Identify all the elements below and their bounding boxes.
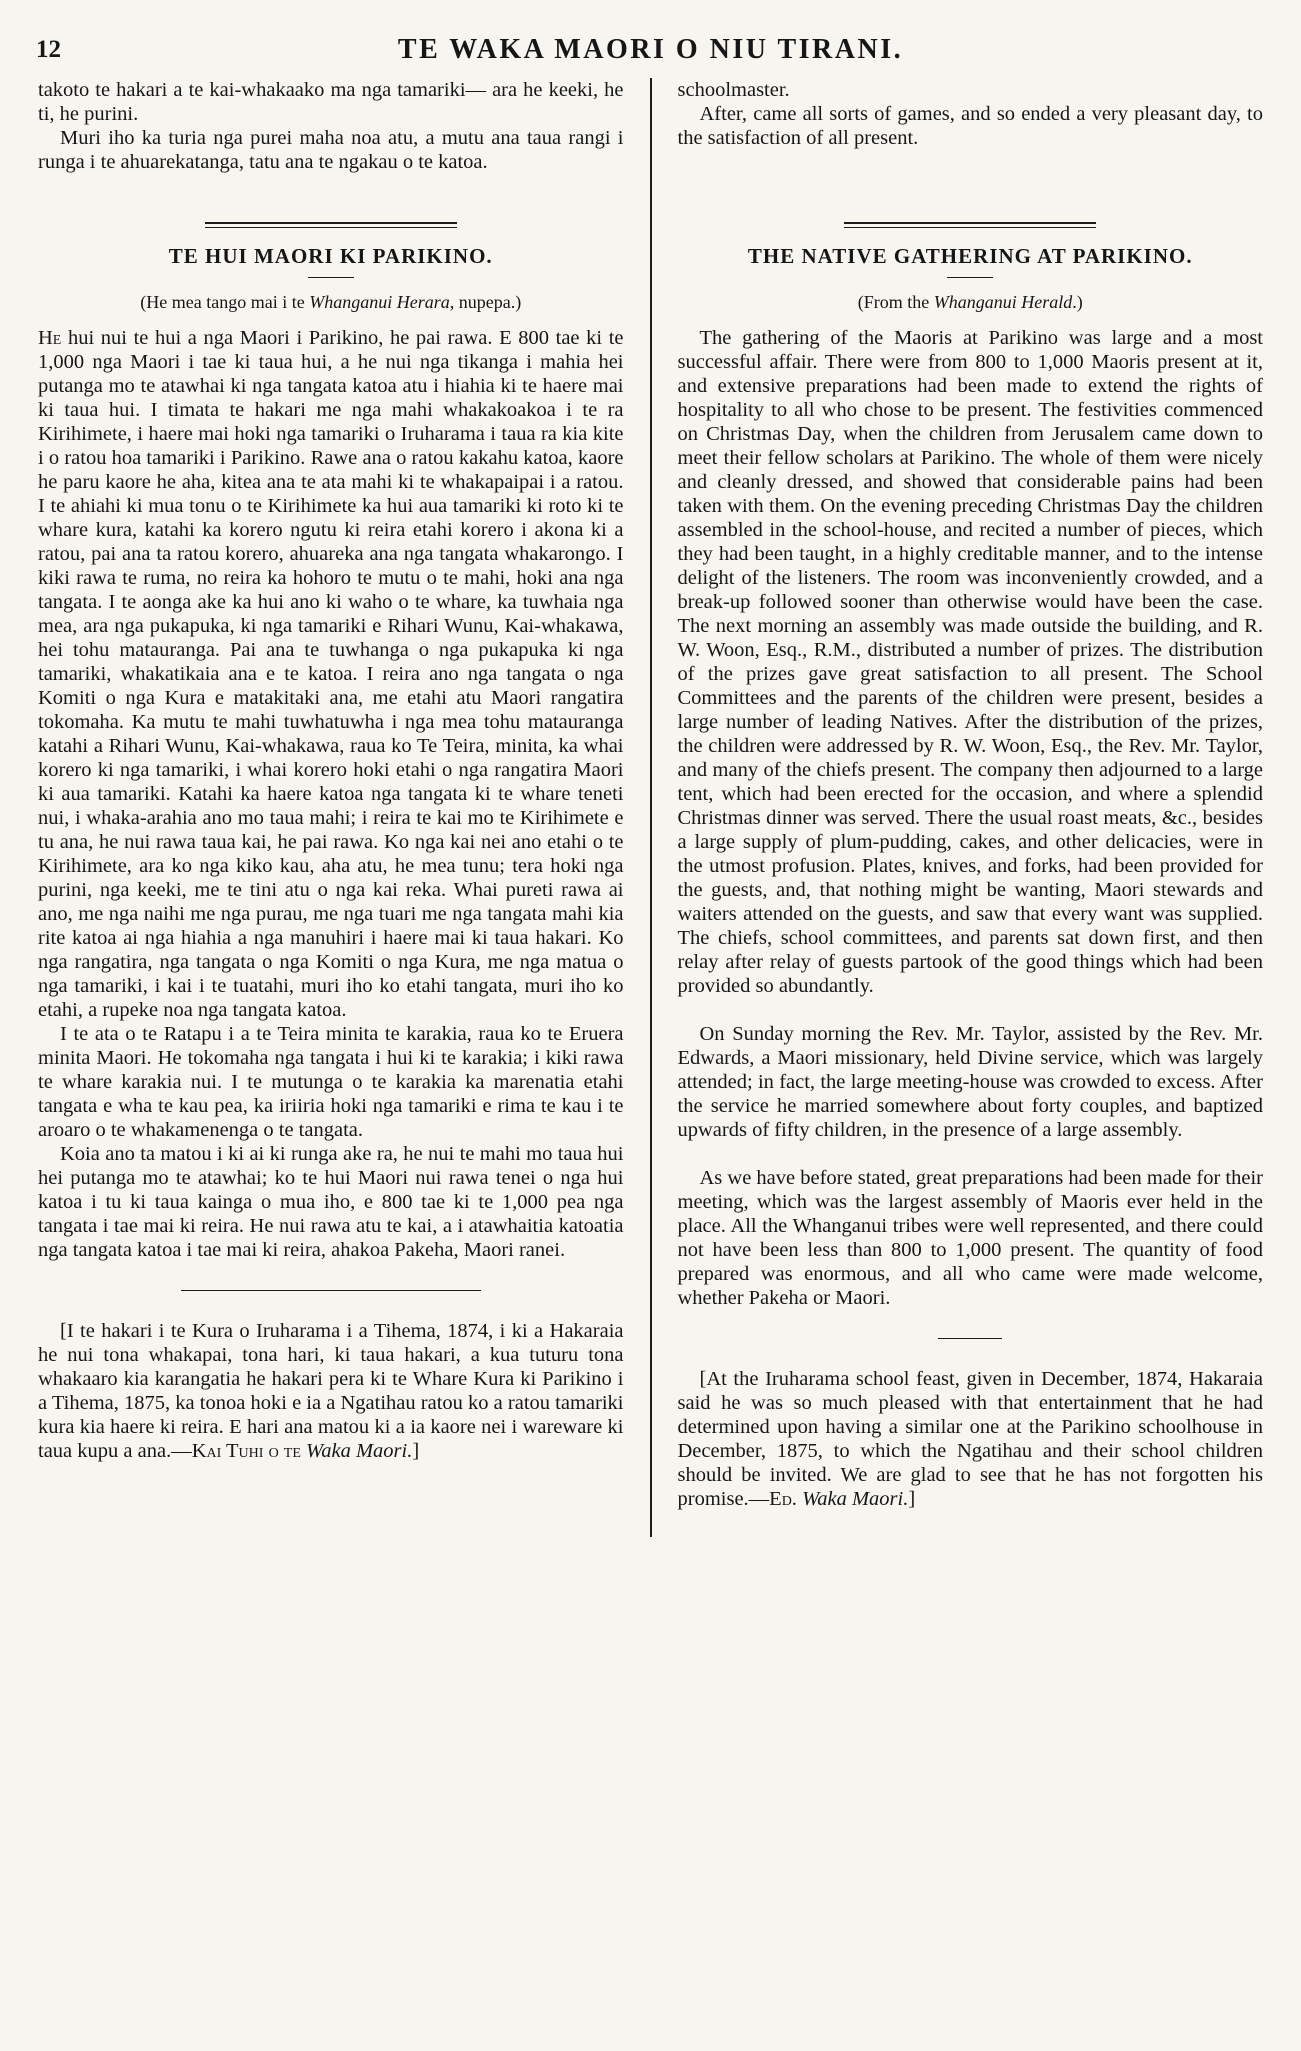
heading-rule: [308, 277, 354, 278]
heading-rule: [947, 277, 993, 278]
article-heading-english: THE NATIVE GATHERING AT PARIKINO.: [747, 244, 1193, 268]
editor-footnote-maori: [38, 1319, 624, 1463]
newspaper-title: TE WAKA MAORI O NIU TIRANI.: [397, 34, 904, 65]
right-column: [652, 78, 1301, 1537]
footnote-divider-rule: [938, 1338, 1002, 1339]
continuation-text-maori: [38, 78, 624, 202]
paragraph: Koia ano ta matou i ki ai ki runga ake ra, he nui te mahi mo taua hui hei putanga mo te atawhai; ko te hui Maori nui rawa tenei o nga hui katoa i tu ki taua kainga o mua iho, e 800 tae ki te 1,000 pea nga tangata i tae mai ki reira. He nui rawa atu te kai, a i atawhaitia katoatia nga tangata katoa i tae mai ki reira, ahakoa Pakeha, Maori ranei.: [38, 1143, 624, 1261]
article-heading-maori: TE HUI MAORI KI PARIKINO.: [168, 244, 493, 268]
column-layout: [0, 78, 1301, 1537]
article-body-english: [678, 326, 1264, 1310]
paragraph: As we have before stated, great preparations had been made for their meeting, which was the largest assembly of Maoris ever held in the place. All the Whanganui tribes were well represented, and there could not have been less than 800 to 1,000 present. The quantity of food prepared was enormous, and all who came were made welcome, whether Pakeha or Maori.: [677, 1167, 1263, 1309]
paragraph: takoto te hakari a te kai-whakaako ma nga tamariki— ara he keeki, he ti, he purini.: [38, 79, 624, 125]
article-body-maori: [38, 326, 624, 1262]
left-column: [0, 78, 650, 1537]
continuation-text-english: [678, 78, 1264, 202]
paragraph: After, came all sorts of games, and so ended a very pleasant day, to the satisfaction of all present.: [677, 103, 1263, 149]
section-divider-rule: [844, 222, 1096, 228]
paragraph: schoolmaster.: [677, 79, 790, 101]
paragraph: [At the Iruharama school feast, given in December, 1874, Hakaraia said he was so much pleased with that entertainment that he had determined upon having a similar one at the Parikino schoolhouse in December, 1875, to which the Ngatihau and their school children should be invited. We are glad to see that he has not forgotten his promise.—Ed. Waka Maori.]: [677, 1368, 1263, 1510]
source-attribution-maori: (He mea tango mai i te Whanganui Herara, nupepa.): [140, 292, 522, 312]
paragraph: Muri iho ka turia nga purei maha noa atu, a mutu ana taua rangi i runga i te ahuarekatanga, tatu ana te ngakau o te katoa.: [38, 127, 624, 173]
paragraph: He hui nui te hui a nga Maori i Parikino, he pai rawa. E 800 tae ki te 1,000 nga Maori i tae ki taua hui, a he nui nga tikanga i mahia hei putanga mo te atawhai ki nga tangata katoa atu i hiahia ki te haere mai ki taua hui. I timata te hakari me nga mahi whakakoakoa i te ra Kirihimete, i haere mai hoki nga tamariki o Iruharama i taua ra kia kite i o ratou hoa tamariki i Parikino. Rawe ana o ratou kakahu katoa, kaore he paru kaore he aha, kitea ana te ata mahi ki te whakapaipai i a ratou. I te ahiahi ki mua tonu o te Kirihimete ka hui aua tamariki ki roto ki te whare kura, katahi ka korero ngutu ki reira etahi korero i akona ki a ratou, pai ana ta ratou korero, ahuareka ana nga tangata whakarongo. I kiki rawa te ruma, no reira ka hohoro te mutu o te mahi, hoki ana nga tangata. I te aonga ake ka hui ano ki waho o te whare, ka tuwhaia nga mea, ara nga pukapuka, ki nga tamariki e Rihari Wunu, Kai-whakawa, hei tohu matauranga. Pai ana te tuwhanga o nga pukapuka ki nga tamariki, whakatikaia ana e te katoa. I reira ano nga tangata o nga Komiti o nga Kura e matakitaki ana, me etahi atu Maori rangatira tokomaha. Ka mutu te mahi tuwhatuwha i nga mea tohu matauranga katahi a Rihari Wunu, Kai-whakawa, raua ko Te Teira, minita, ka whai korero ki nga tamariki, i whai korero hoki etahi o nga rangatira Maori ki aua tamariki. Katahi ka haere katoa nga tangata ki te whare teneti nui, i whaka-arahia ano mo taua mahi; i reira te kai mo te Kirihimete e tu ana, he nui rawa taua kai, he pai rawa. Ko nga kai nei ano etahi o te Kirihimete, ara ko nga kiko kau, aha atu, he mea tunu; tera hoki nga purini, nga keeki, me te tini atu o nga kai reka. Whai pureti rawa ai ano, me nga naihi me nga purau, me nga tuari me nga tangata mahi kia rite katoa ai nga hiahia a nga manuhiri i haere mai ki taua hakari. Ko nga rangatira, nga tangata o nga Komiti o nga Kura, me nga matua o nga tamariki, i kai i te tuatahi, muri iho ko etahi tangata, muri iho ko etahi, a rupeke noa nga tangata katoa.: [38, 327, 624, 1021]
paragraph: I te ata o te Ratapu i a te Teira minita te karakia, raua ko te Eruera minita Maori. He tokomaha nga tangata i hui ki te karakia; i kiki rawa te whare karakia nui. I te mutunga o te karakia ka marenatia etahi tangata e wha te kau pea, ka iriiria hoki nga tamariki e rima te kau i te aroaro o te whakamenenga o te tangata.: [38, 1023, 624, 1141]
paragraph: [I te hakari i te Kura o Iruharama i a Tihema, 1874, i ki a Hakaraia he nui tona whakapai, tona hari, ki taua hakari, a kua tuturu tona whakaaro kia karangatia he hakari pera ki te Whare Kura ki Parikino i a Tihema, 1875, ka tonoa hoki e ia a Ngatihau ratou ko a ratou tamariki kura kia haere ki reira. E hari ana matou ki a ia kaore nei i wareware ki taua kupu a ana.—Kai Tuhi o te Waka Maori.]: [38, 1320, 624, 1462]
footnote-divider-rule: [181, 1290, 481, 1291]
page-number: 12: [36, 36, 61, 63]
editor-footnote-english: [678, 1367, 1264, 1511]
paragraph: The gathering of the Maoris at Parikino was large and a most successful affair. There were from 800 to 1,000 Maoris present at it, and extensive preparations had been made to extend the rights of hospitality to all who chose to be present. The festivities commenced on Christmas Day, when the children from Jerusalem came down to meet their fellow scholars at Parikino. The whole of them were nicely and cleanly dressed, and showed that considerable pains had been taken with them. On the evening preceding Christmas Day the children assembled in the school-house, and recited a number of pieces, which they had been taught, in a highly creditable manner, and to the intense delight of the listeners. The room was inconveniently crowded, and a break-up followed sooner than otherwise would have been the case. The next morning an assembly was made outside the building, and R. W. Woon, Esq., R.M., distributed a number of prizes. The distribution of the prizes gave great satisfaction to all present. The School Committees and the parents of the children were present, besides a large number of leading Natives. After the distribution of the prizes, the children were addressed by R. W. Woon, Esq., the Rev. Mr. Taylor, and many of the chiefs present. The company then adjourned to a large tent, which had been erected for the occasion, and where a splendid Christmas dinner was served. There the usual roast meats, &c., besides a large supply of plum-pudding, cakes, and other delicacies, were in the utmost profusion. Plates, knives, and forks, had been provided for the guests, and, that nothing might be wanting, Maori stewards and waiters attended on the guests, and saw that every want was supplied. The chiefs, school committees, and parents sat down first, and then relay after relay of guests partook of the good things which had been provided so abundantly.: [677, 327, 1263, 997]
section-divider-rule: [205, 222, 457, 228]
source-attribution-english: (From the Whanganui Herald.): [857, 292, 1083, 312]
paragraph: On Sunday morning the Rev. Mr. Taylor, assisted by the Rev. Mr. Edwards, a Maori missionary, held Divine service, which was largely attended; in fact, the large meeting-house was crowded to excess. After the service he married somewhere about forty couples, and baptized upwards of fifty children, in the presence of a large assembly.: [677, 1023, 1263, 1141]
masthead: [0, 0, 1301, 66]
